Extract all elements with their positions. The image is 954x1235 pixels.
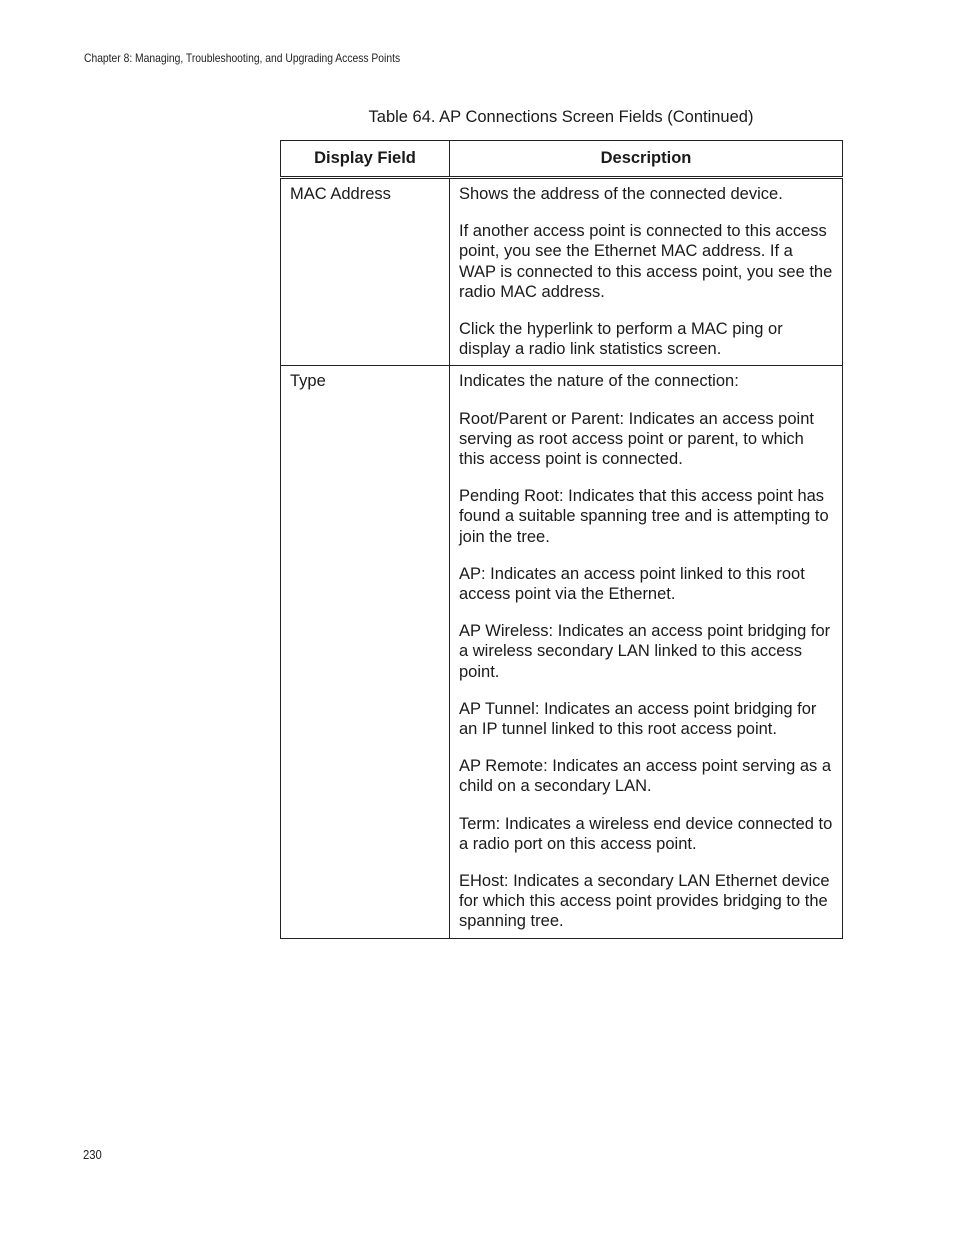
- table-header-row: [281, 141, 843, 178]
- description-paragraph: Indicates the nature of the connection:: [459, 372, 739, 391]
- description-paragraph: EHost: Indicates a secondary LAN Ethernet device for which this access point provides bridging to the spanning tree.: [459, 872, 830, 931]
- page-number: 230: [83, 1148, 102, 1162]
- description-paragraph: Click the hyperlink to perform a MAC ping or display a radio link statistics screen.: [459, 320, 783, 359]
- table-row: [281, 178, 843, 366]
- description-cell: [450, 178, 843, 366]
- description-paragraph: AP Wireless: Indicates an access point bridging for a wireless secondary LAN linked to this access point.: [459, 622, 831, 681]
- description-paragraph: Pending Root: Indicates that this access point has found a suitable spanning tree and is attempting to join the tree.: [459, 487, 829, 546]
- table-row: [281, 366, 843, 938]
- description-paragraph: AP Tunnel: Indicates an access point bridging for an IP tunnel linked to this root access point.: [459, 699, 817, 739]
- running-header: Chapter 8: Managing, Troubleshooting, and Upgrading Access Points: [84, 51, 401, 65]
- description-paragraph: Shows the address of the connected device.: [459, 185, 783, 203]
- table-caption: Table 64. AP Connections Screen Fields (Continued): [368, 108, 754, 126]
- description-cell: [450, 366, 843, 938]
- column-header-description: Description: [450, 141, 843, 178]
- description-paragraph: Term: Indicates a wireless end device connected to a radio port on this access point.: [459, 814, 833, 853]
- display-field-cell: Type: [281, 366, 450, 938]
- description-paragraph: AP: Indicates an access point linked to this root access point via the Ethernet.: [459, 564, 805, 604]
- description-paragraph: Root/Parent or Parent: Indicates an access point serving as root access point or parent, to which this access point is connected.: [459, 409, 814, 469]
- display-field-cell: MAC Address: [281, 178, 450, 366]
- description-paragraph: If another access point is connected to this access point, you see the Ethernet MAC address. If a WAP is connected to this access point, you see the radio MAC address.: [459, 222, 833, 301]
- fields-table: [280, 140, 843, 939]
- description-paragraph: AP Remote: Indicates an access point serving as a child on a secondary LAN.: [459, 757, 832, 796]
- column-header-display-field: Display Field: [281, 141, 450, 178]
